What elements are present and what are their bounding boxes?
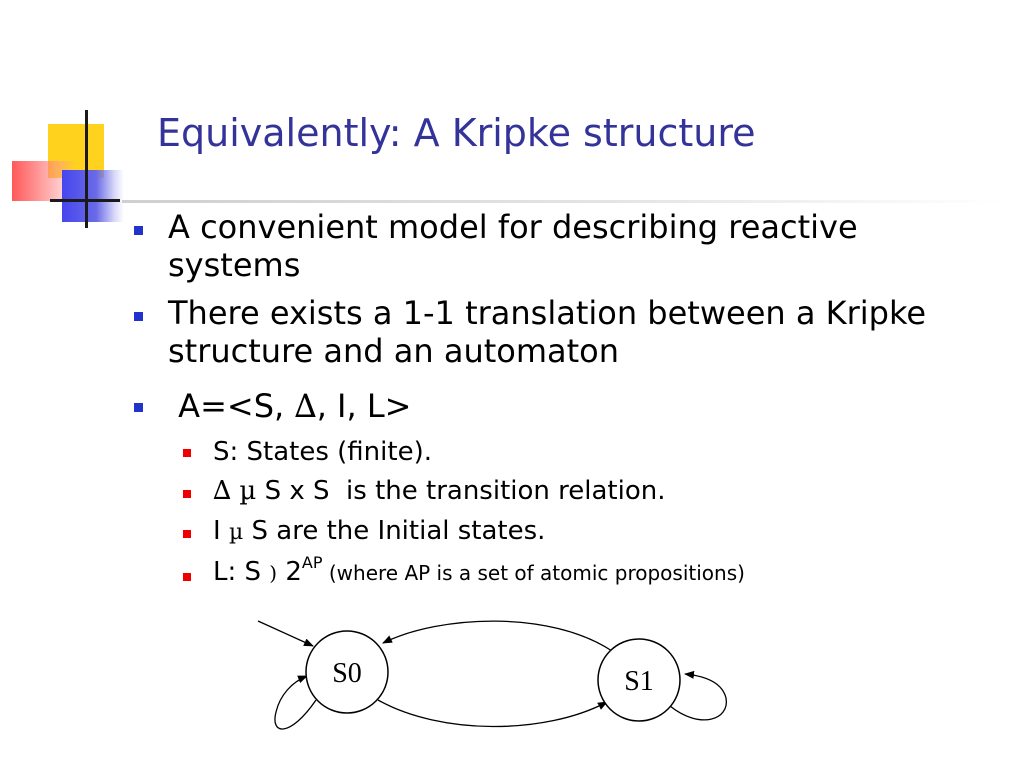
sub-bullet-text-part: S x S is the transition relation. xyxy=(256,476,666,506)
bullet-text: There exists a 1-1 translation between a Kripke structure and an automaton xyxy=(168,294,927,370)
state-s0-label: S0 xyxy=(332,658,362,689)
slide-title: Equivalently: A Kripke structure xyxy=(157,111,756,155)
sub-bullet-text-part: I xyxy=(213,516,229,546)
bullet-text-part: A=<S, xyxy=(168,387,295,425)
transition-s1-to-s0 xyxy=(383,621,612,651)
sub-bullet-text-part: S are the Initial states. xyxy=(243,516,546,546)
delta-mu-symbols: ∆ µ xyxy=(213,476,257,506)
superscript-ap: AP xyxy=(301,553,323,572)
initial-arrow xyxy=(258,621,313,646)
bullet-text-part: , I, L> xyxy=(316,387,412,425)
sub-bullet-text: S: States (finite). xyxy=(213,437,432,467)
sub-bullet-text-part: L: S xyxy=(213,557,270,587)
mu-symbol: µ xyxy=(228,520,244,545)
state-s1-label: S1 xyxy=(624,666,654,697)
sub-bullet-note: (where AP is a set of atomic propositions) xyxy=(322,561,745,585)
transition-s0-to-s1 xyxy=(378,700,607,727)
bullet-text: A convenient model for describing reactive systems xyxy=(168,208,858,284)
delta-symbol: ∆ xyxy=(294,387,317,425)
sub-bullet-text-part: 2 xyxy=(277,557,302,587)
arrow-symbol: ) xyxy=(269,561,278,585)
